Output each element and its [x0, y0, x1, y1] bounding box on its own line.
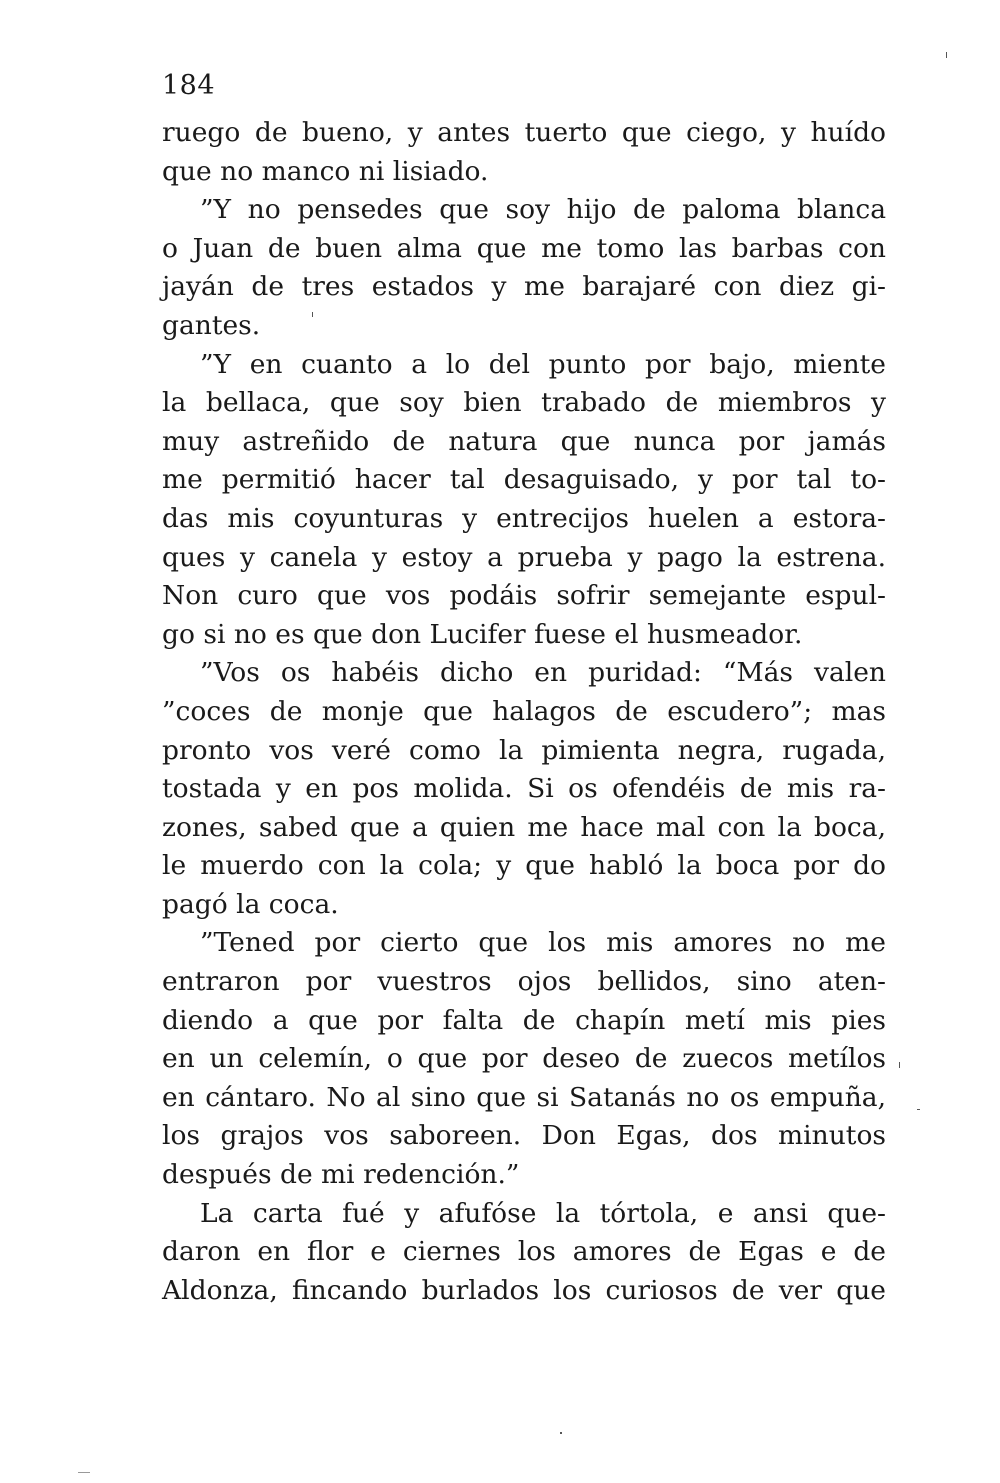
- text-line: ques y canela y estoy a prueba y pago la estrena.: [162, 541, 886, 573]
- text-line: muy astreñido de natura que nunca por jamás: [162, 425, 886, 457]
- text-line: ruego de bueno, y antes tuerto que ciego, y huído: [162, 117, 886, 148]
- text-line: ”Y en cuanto a lo del punto por bajo, miente: [200, 348, 886, 380]
- text-line: entraron por vuestros ojos bellidos, sino aten-: [162, 966, 886, 998]
- text-line: zones, sabed que a quien me hace mal con la boca,: [162, 811, 886, 843]
- text-line: que no manco ni lisiado.: [162, 155, 489, 187]
- text-line: le muerdo con la cola; y que habló la boca por do: [162, 850, 886, 882]
- scan-speck: [946, 52, 947, 58]
- text-line: Non curo que vos podáis sofrir semejante espul-: [162, 580, 886, 612]
- text-line: los grajos vos saboreen. Don Egas, dos minutos: [162, 1120, 886, 1152]
- text-line: diendo a que por falta de chapín metí mis pies: [162, 1004, 886, 1036]
- scan-speck: [899, 1062, 900, 1068]
- text-line: das mis coyunturas y entrecijos huelen a estora-: [162, 502, 886, 534]
- text-line: La carta fué y afufóse la tórtola, e ansi que-: [200, 1197, 886, 1229]
- text-line: pagó la coca.: [162, 888, 339, 920]
- text-line: tostada y en pos molida. Si os ofendéis de mis ra-: [162, 773, 886, 805]
- scan-speck: [312, 312, 313, 317]
- text-line: la bellaca, que soy bien trabado de miembros y: [162, 387, 886, 419]
- text-line: ”Tened por cierto que los mis amores no me: [200, 927, 886, 959]
- text-line: en cántaro. No al sino que si Satanás no os empuña,: [162, 1081, 886, 1113]
- scan-speck: [917, 1109, 920, 1110]
- text-line: me permitió hacer tal desaguisado, y por tal to-: [162, 464, 886, 496]
- text-line: ”coces de monje que halagos de escudero”; mas: [162, 695, 886, 727]
- text-line: pronto vos veré como la pimienta negra, rugada,: [162, 734, 886, 766]
- text-line: en un celemín, o que por deseo de zuecos metílos: [162, 1043, 886, 1075]
- page-number: 184: [162, 70, 216, 101]
- text-line: ”Vos os habéis dicho en puridad: “Más valen: [200, 657, 886, 689]
- text-line: después de mi redención.”: [162, 1159, 520, 1191]
- text-line: daron en flor e ciernes los amores de Egas e de: [162, 1236, 886, 1268]
- text-line: ”Y no pensedes que soy hijo de paloma blanca: [200, 194, 886, 226]
- text-line: jayán de tres estados y me barajaré con diez gi-: [162, 271, 886, 303]
- body-text: [162, 114, 886, 1310]
- text-line: o Juan de buen alma que me tomo las barbas con: [162, 232, 886, 264]
- text-line: go si no es que don Lucifer fuese el husmeador.: [162, 618, 803, 650]
- scan-speck: [560, 1432, 562, 1434]
- text-line: Aldonza, fincando burlados los curiosos de ver que: [162, 1274, 886, 1306]
- text-line: gantes.: [162, 309, 261, 341]
- scan-speck: [78, 1472, 90, 1473]
